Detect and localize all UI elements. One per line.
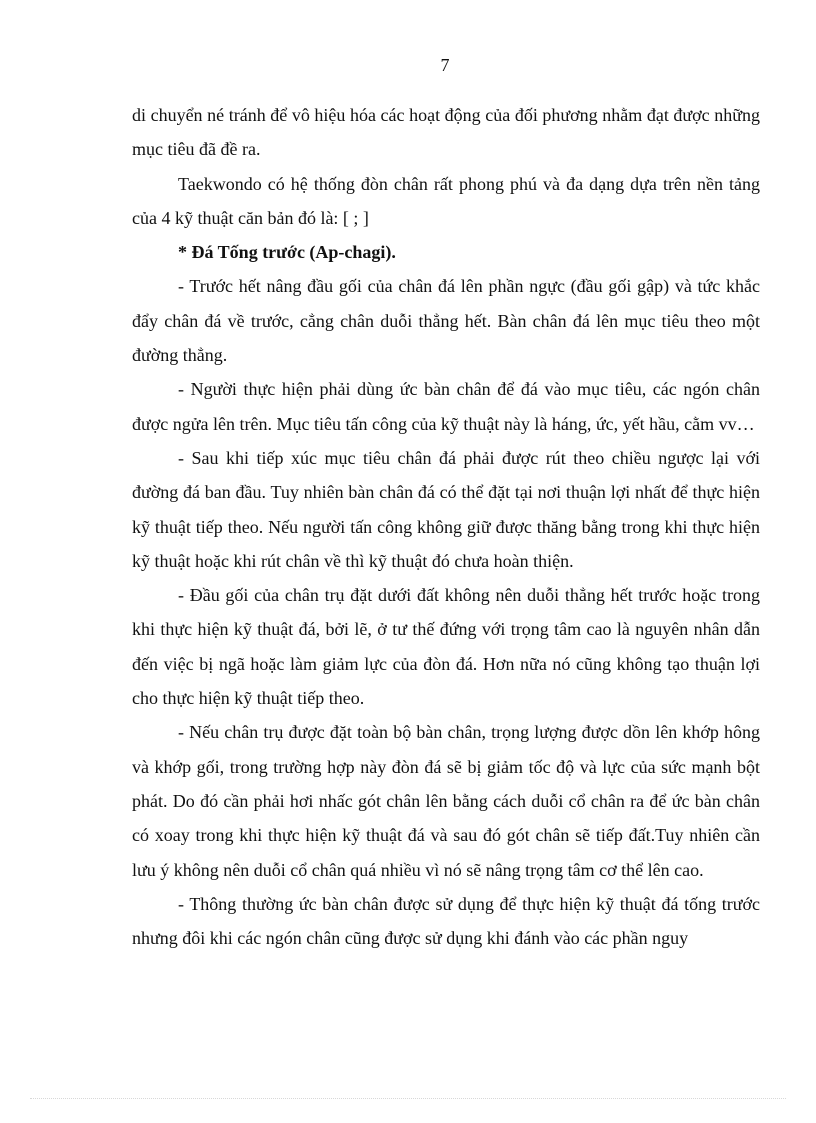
paragraph-step-2: - Người thực hiện phải dùng ức bàn chân để đá vào mục tiêu, các ngón chân được ngửa lên trên. Mục tiêu tấn công của kỹ thuật này là háng, ức, yết hầu, cằm vv…: [132, 379, 760, 434]
paragraph-step-1: - Trước hết nâng đầu gối của chân đá lên phần ngực (đầu gối gập) và tức khắc đẩy chân đá về trước, cẳng chân duỗi thẳng hết. Bàn chân đá lên mục tiêu theo một đường thẳng.: [132, 276, 760, 366]
paragraph-step-6: - Thông thường ức bàn chân được sử dụng để thực hiện kỹ thuật đá tống trước nhưng đôi khi các ngón chân cũng được sử dụng khi đánh vào các phần nguy: [132, 893, 760, 949]
paragraph-step-3: - Sau khi tiếp xúc mục tiêu chân đá phải được rút theo chiều ngược lại với đường đá ban đầu. Tuy nhiên bàn chân đá có thể đặt tại nơi thuận lợi nhất để thực hiện kỹ thuật tiếp theo. Nếu người tấn công không giữ được thăng bằng trong khi thực hiện kỹ thuật hoặc khi rút chân về thì kỹ thuật đó chưa hoàn thiện.: [132, 447, 760, 571]
page-bottom-divider: [30, 1098, 786, 1099]
paragraph-intro: Taekwondo có hệ thống đòn chân rất phong phú và đa dạng dựa trên nền tảng của 4 kỹ thuật căn bản đó là: [ ; ]: [132, 173, 760, 228]
paragraph-step-5: - Nếu chân trụ được đặt toàn bộ bàn chân, trọng lượng được dồn lên khớp hông và khớp gối, trong trường hợp này đòn đá sẽ bị giảm tốc độ và lực của sức mạnh bột phát. Do đó cần phải hơi nhấc gót chân lên bằng cách duỗi cổ chân ra để ức bàn chân có xoay trong khi thực hiện kỹ thuật đá và sau đó gót chân sẽ tiếp đất.Tuy nhiên cần lưu ý không nên duỗi cổ chân quá nhiều vì nó sẽ nâng trọng tâm cơ thể lên cao.: [132, 722, 760, 880]
section-heading: * Đá Tống trước (Ap-chagi).: [178, 242, 396, 263]
page-number: 7: [440, 55, 450, 75]
document-body: [132, 98, 760, 955]
paragraph-step-4: - Đầu gối của chân trụ đặt dưới đất không nên duỗi thẳng hết trước hoặc trong khi thực hiện kỹ thuật đá, bởi lẽ, ở tư thế đứng với trọng tâm cao là nguyên nhân dẫn đến việc bị ngã hoặc làm giảm lực của đòn đá. Hơn nữa nó cũng không tạo thuận lợi cho thực hiện kỹ thuật tiếp theo.: [132, 585, 760, 709]
paragraph-continuation: di chuyển né tránh để vô hiệu hóa các hoạt động của đối phương nhằm đạt được những mục tiêu đã đề ra.: [132, 105, 760, 160]
